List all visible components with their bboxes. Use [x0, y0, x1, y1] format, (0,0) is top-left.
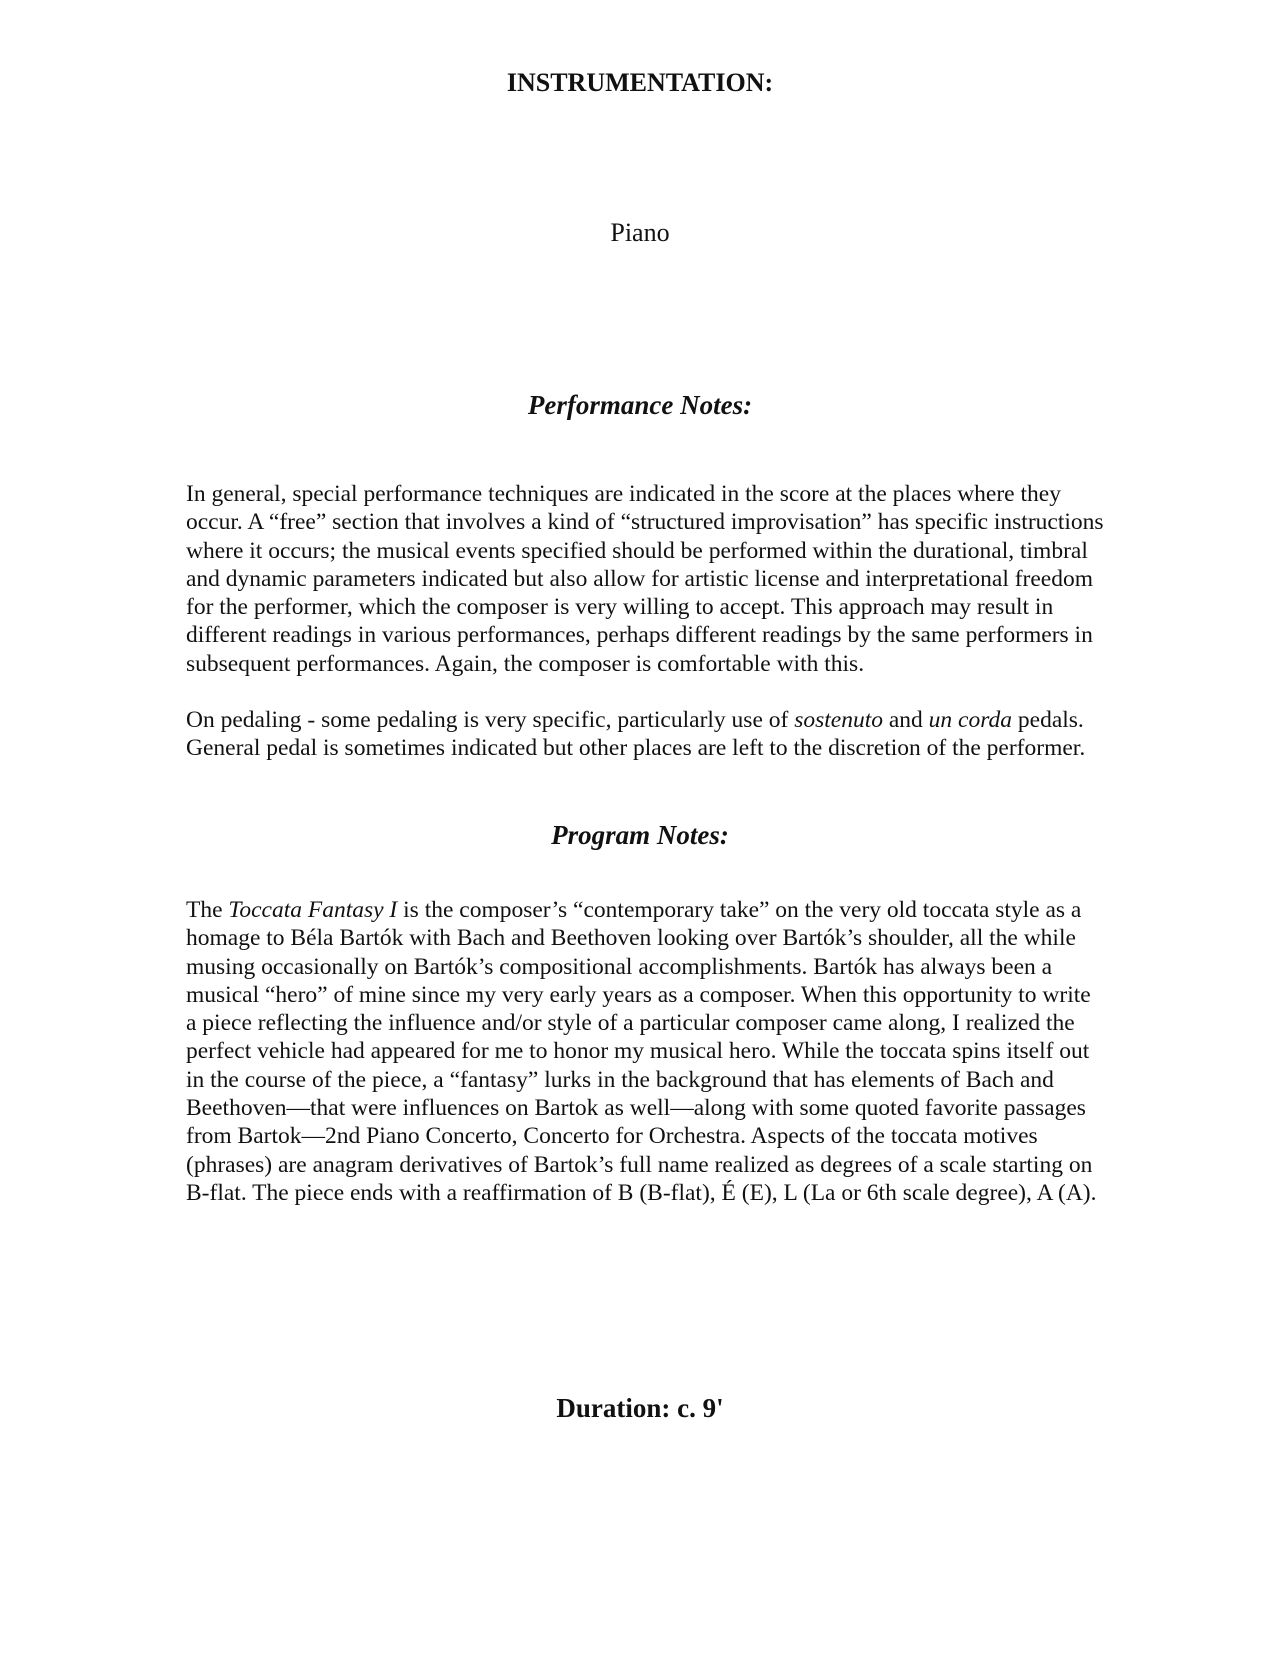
text-segment: is the composer’s “contemporary take” on the very old toccata style as a	[397, 897, 1082, 923]
performance-notes-heading: Performance Notes:	[527, 390, 753, 420]
text-line: for the performer, which the composer is very willing to accept. This approach may result in	[186, 594, 1054, 621]
text-line: In general, special performance techniques are indicated in the score at the places where they	[186, 481, 1061, 507]
text-line: homage to Béla Bartók with Bach and Beethoven looking over Bartók’s shoulder, all the while	[186, 925, 1076, 952]
text-line: Beethoven—that were influences on Bartok as well—along with some quoted favorite passages	[186, 1095, 1086, 1122]
text-line: in the course of the piece, a “fantasy” lurks in the background that has elements of Bach and	[186, 1066, 1054, 1093]
text-line: (phrases) are anagram derivatives of Bartok’s full name realized as degrees of a scale starting on	[186, 1151, 1093, 1178]
text-line: B-flat. The piece ends with a reaffirmation of B (B-flat), É (E), L (La or 6th scale degree), A (A).	[186, 1179, 1097, 1206]
text-line	[186, 706, 1186, 734]
text-line: subsequent performances. Again, the composer is comfortable with this.	[186, 650, 865, 677]
instrument-name: Piano	[610, 218, 670, 247]
text-segment: and	[882, 707, 929, 733]
text-line: perfect vehicle had appeared for me to honor my musical hero. While the toccata spins itself out	[186, 1038, 1090, 1065]
text-line: and dynamic parameters indicated but also allow for artistic license and interpretational freedom	[186, 565, 1094, 592]
program-notes-heading: Program Notes:	[551, 820, 729, 850]
italic-term-sostenuto: sostenuto	[794, 707, 883, 733]
performance-notes-paragraph-1	[186, 480, 1186, 678]
italic-term-un-corda: un corda	[928, 707, 1013, 733]
text-segment: pedals.	[1012, 707, 1084, 733]
text-line: occur. A “free” section that involves a kind of “structured improvisation” has specific instructions	[186, 509, 1104, 536]
text-line: musical “hero” of mine since my very early years as a composer. When this opportunity to write	[186, 981, 1091, 1008]
instrumentation-heading: INSTRUMENTATION:	[506, 68, 774, 97]
text-line: a piece reflecting the influence and/or style of a particular composer came along, I realized the	[186, 1010, 1075, 1037]
text-line: from Bartok—2nd Piano Concerto, Concerto for Orchestra. Aspects of the toccata motives	[186, 1123, 1038, 1150]
duration: Duration: c. 9'	[556, 1393, 724, 1423]
text-segment: The	[186, 897, 229, 923]
program-notes-paragraph	[186, 896, 1186, 1207]
performance-notes-paragraph-2	[186, 706, 1186, 763]
text-line: General pedal is sometimes indicated but other places are left to the discretion of the performer.	[186, 735, 1086, 762]
text-line	[186, 896, 1186, 924]
text-line: where it occurs; the musical events specified should be performed within the durational, timbral	[186, 537, 1088, 564]
text-line: musing occasionally on Bartók’s compositional accomplishments. Bartók has always been a	[186, 953, 1053, 980]
text-segment: On pedaling - some pedaling is very specific, particularly use of	[186, 707, 795, 733]
text-line: different readings in various performances, perhaps different readings by the same performers in	[186, 622, 1093, 649]
italic-title: Toccata Fantasy I	[228, 897, 398, 923]
